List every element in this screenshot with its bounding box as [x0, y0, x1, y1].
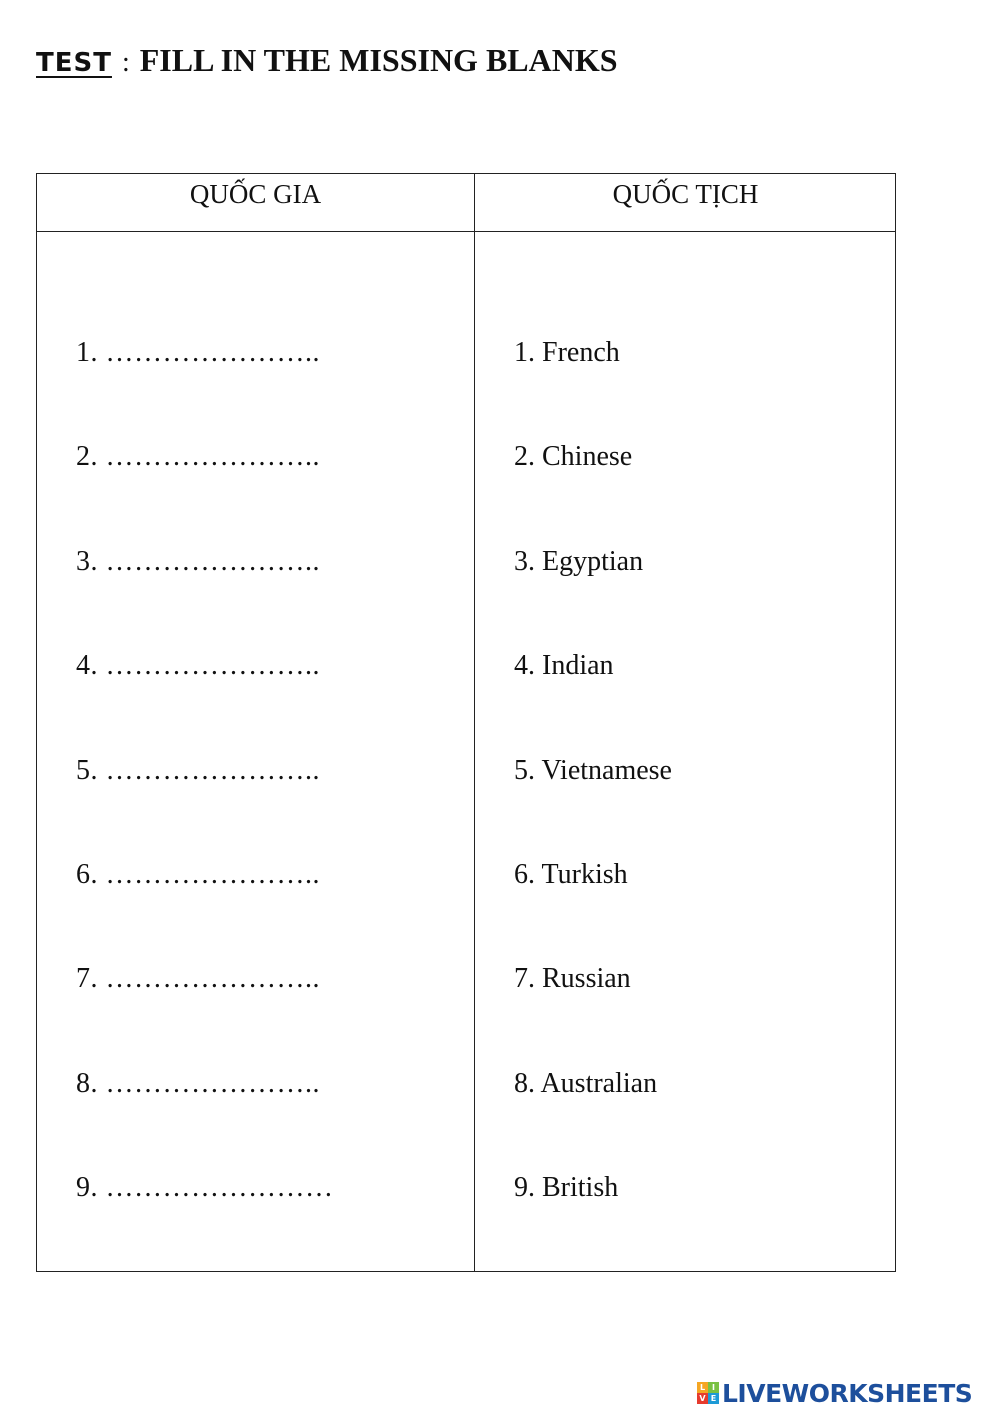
country-column: [76, 336, 334, 1276]
title-colon: :: [121, 47, 130, 78]
country-blank-9[interactable]: 9. ……………………: [76, 1172, 334, 1204]
country-blank-1[interactable]: 1. …………………..: [76, 337, 320, 368]
country-blank-3[interactable]: 3. …………………..: [76, 545, 320, 577]
nationality-item-3: 3. Egyptian: [514, 545, 644, 577]
logo-tile-v: V: [697, 1393, 708, 1404]
liveworksheets-logo-icon: [697, 1382, 719, 1404]
country-blank-8[interactable]: 8. …………………..: [76, 1067, 320, 1099]
nationality-column: [514, 336, 672, 1276]
country-blank-5[interactable]: 5. …………………..: [76, 754, 320, 786]
country-blank-6[interactable]: 6. …………………..: [76, 858, 320, 890]
answer-table: [36, 173, 896, 1272]
nationality-item-1: 1. French: [514, 337, 620, 368]
country-blank-7[interactable]: 7. …………………..: [76, 963, 320, 995]
brand-name: LIVEWORKSHEETS: [722, 1378, 973, 1408]
nationality-item-6: 6. Turkish: [514, 858, 628, 890]
nationality-item-9: 9. British: [514, 1172, 619, 1204]
nationality-item-5: 5. Vietnamese: [514, 754, 672, 786]
title-text: FILL IN THE MISSING BLANKS: [139, 42, 618, 78]
header-country: QUỐC GIA: [189, 179, 322, 209]
liveworksheets-brand[interactable]: [697, 1377, 972, 1409]
country-blank-2[interactable]: 2. …………………..: [76, 441, 320, 473]
logo-tile-e: E: [708, 1393, 719, 1404]
nationality-item-4: 4. Indian: [514, 650, 614, 682]
nationality-item-2: 2. Chinese: [514, 441, 633, 473]
nationality-item-8: 8. Australian: [514, 1067, 658, 1099]
nationality-item-7: 7. Russian: [514, 963, 631, 995]
header-divider: [37, 231, 895, 232]
worksheet-title: [36, 42, 618, 86]
header-nationality: QUỐC TỊCH: [612, 179, 759, 209]
column-divider: [474, 174, 475, 1271]
logo-tile-i: I: [708, 1382, 719, 1393]
test-label: TEST: [36, 48, 112, 78]
country-blank-4[interactable]: 4. …………………..: [76, 650, 320, 682]
logo-tile-l: L: [697, 1382, 708, 1393]
